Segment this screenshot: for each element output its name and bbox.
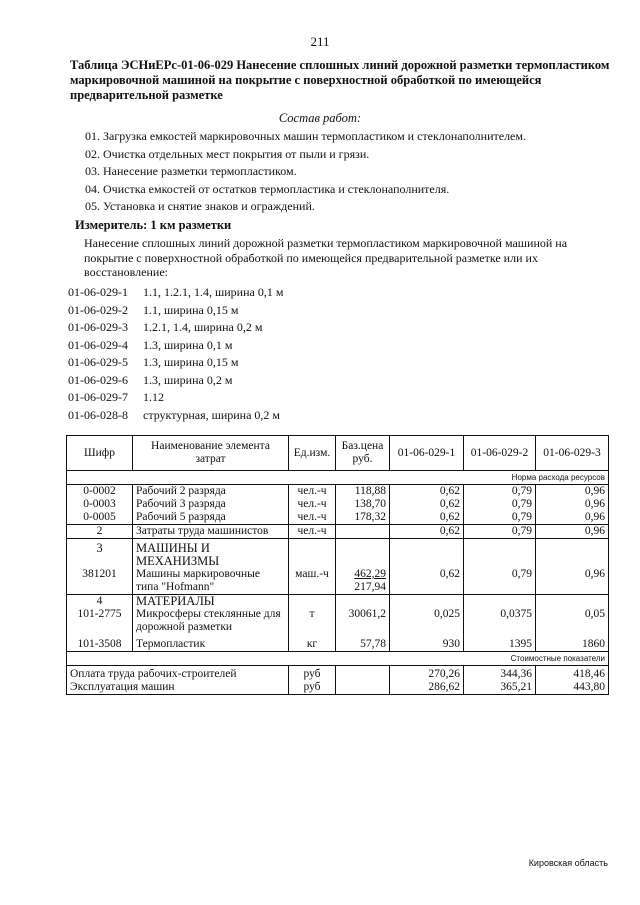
cell-v3: 0,96 xyxy=(536,485,609,499)
cell-v2: 0,0375 xyxy=(464,608,536,634)
variant-text: 1.3, ширина 0,1 м xyxy=(143,337,233,352)
cell-v2: 0,79 xyxy=(464,511,536,525)
variant-code: 01-06-029-4 xyxy=(68,337,128,352)
work-item: 05. Установка и снятие знаков и ограждений. xyxy=(85,199,315,213)
composition-heading: Состав работ: xyxy=(278,111,362,125)
table-row xyxy=(67,498,609,511)
cell-v3: 0,96 xyxy=(536,498,609,511)
variant-text: 1.1, 1.2.1, 1.4, ширина 0,1 м xyxy=(143,285,284,299)
variant-row xyxy=(68,372,468,390)
variant-text: 1.2.1, 1.4, ширина 0,2 м xyxy=(143,320,263,334)
header-unit: Ед.изм. xyxy=(289,436,336,471)
cell-price: 138,70 xyxy=(336,498,390,511)
cell-name: Рабочий 2 разряда xyxy=(133,485,289,499)
cell-unit: чел.-ч xyxy=(289,511,336,525)
cell-price: 178,32 xyxy=(336,511,390,525)
cell-v2: 0,79 xyxy=(464,498,536,511)
cell-v3: 0,96 xyxy=(536,568,609,595)
cell-unit: маш.-ч xyxy=(289,568,336,595)
variant-row xyxy=(68,389,468,407)
cell-price xyxy=(336,568,390,595)
cell-name: Микросферы стеклянные для дорожной разметки xyxy=(133,608,289,634)
work-item: 01. Загрузка емкостей маркировочных машин термопластиком и стеклонаполнителем. xyxy=(85,129,526,143)
cell-empty xyxy=(336,666,390,682)
cell-v1: 0,62 xyxy=(390,485,464,499)
cell-v3: 418,46 xyxy=(536,666,609,682)
cell-empty xyxy=(464,595,536,609)
cell-empty xyxy=(536,595,609,609)
table-row xyxy=(67,608,609,634)
cell-v1: 270,26 xyxy=(390,666,464,682)
cell-code: 101-3508 xyxy=(67,634,133,652)
cell-v2: 0,79 xyxy=(464,485,536,499)
variants-list xyxy=(68,284,468,424)
cell-empty xyxy=(336,681,390,695)
variant-code: 01-06-029-7 xyxy=(68,390,128,404)
cell-name: Рабочий 5 разряда xyxy=(133,511,289,525)
variant-row xyxy=(68,284,468,302)
work-item: 03. Нанесение разметки термопластиком. xyxy=(85,164,297,178)
cell-v2: 344,36 xyxy=(464,666,536,682)
cell-code: 0-0002 xyxy=(67,485,133,499)
cell-price xyxy=(336,525,390,539)
header-col3: 01-06-029-3 xyxy=(536,436,609,471)
cell-code: 4 xyxy=(67,595,133,609)
header-name: Наименование элемента затрат xyxy=(133,436,289,471)
norm-subheader xyxy=(67,471,609,485)
cell-name: Термопластик xyxy=(133,634,289,652)
variant-row xyxy=(68,354,468,372)
cell-name: Затраты труда машинистов xyxy=(133,525,289,539)
variant-row xyxy=(68,337,468,355)
work-item: 04. Очистка емкостей от остатков термопластика и стеклонаполнителя. xyxy=(85,181,450,196)
header-col1: 01-06-029-1 xyxy=(390,436,464,471)
cell-empty xyxy=(390,595,464,609)
variant-code: 01-06-029-1 xyxy=(68,285,128,299)
cell-v2: 0,79 xyxy=(464,568,536,595)
variant-code: 01-06-029-3 xyxy=(68,320,128,334)
cell-empty xyxy=(336,539,390,569)
norm-label: Норма расхода ресурсов xyxy=(67,471,609,485)
cell-v1: 0,62 xyxy=(390,525,464,539)
cell-v3: 0,05 xyxy=(536,608,609,634)
region-footer: Кировская область xyxy=(528,858,608,868)
variant-row xyxy=(68,302,468,320)
variant-row xyxy=(68,407,468,425)
variant-text: структурная, ширина 0,2 м xyxy=(143,407,281,422)
cell-empty xyxy=(464,539,536,569)
cell-v3: 0,96 xyxy=(536,511,609,525)
table-title: Таблица ЭСНиЕРс-01-06-029 Нанесение сплошных линий дорожной разметки термопластиком маркировочной машиной на покрытие с поверхностной обработкой по имеющейся предварительной разметке xyxy=(70,58,610,102)
page-number: 211 xyxy=(310,34,330,49)
section-row xyxy=(67,539,609,569)
table-header-row xyxy=(67,436,609,471)
variant-code: 01-06-028-8 xyxy=(68,407,128,422)
cell-v3: 1860 xyxy=(536,634,609,652)
cell-v3: 0,96 xyxy=(536,525,609,539)
cell-v1: 286,62 xyxy=(390,681,464,695)
cell-v1: 0,62 xyxy=(390,511,464,525)
total-name: Оплата труда рабочих-строителей xyxy=(67,666,289,682)
cell-empty xyxy=(289,595,336,609)
cell-empty xyxy=(536,539,609,569)
cell-empty xyxy=(289,539,336,569)
cell-code: 381201 xyxy=(67,568,133,595)
variant-code: 01-06-029-6 xyxy=(68,372,128,387)
cell-v2: 1395 xyxy=(464,634,536,652)
cell-code: 2 xyxy=(67,525,133,539)
cell-name: Рабочий 3 разряда xyxy=(133,498,289,511)
table-row xyxy=(67,568,609,595)
section-row xyxy=(67,595,609,609)
cell-v1: 0,62 xyxy=(390,568,464,595)
cell-empty xyxy=(336,595,390,609)
cell-price: 118,88 xyxy=(336,485,390,499)
section-title: МАТЕРИАЛЫ xyxy=(133,595,289,609)
cell-v1: 0,025 xyxy=(390,608,464,634)
cell-v2: 0,79 xyxy=(464,525,536,539)
price-secondary: 217,94 xyxy=(354,581,386,593)
header-code: Шифр xyxy=(67,436,133,471)
price-primary: 462,29 xyxy=(354,568,386,580)
variant-text: 1.3, ширина 0,2 м xyxy=(143,372,233,387)
variant-code: 01-06-029-2 xyxy=(68,302,128,317)
cell-unit: чел.-ч xyxy=(289,485,336,499)
cell-v1: 930 xyxy=(390,634,464,652)
variant-row xyxy=(68,319,468,337)
variant-code: 01-06-029-5 xyxy=(68,355,128,369)
total-row xyxy=(67,681,609,695)
works-list xyxy=(85,128,615,216)
total-row xyxy=(67,666,609,682)
cell-v1: 0,62 xyxy=(390,498,464,511)
cost-subheader xyxy=(67,652,609,666)
variant-text: 1.3, ширина 0,15 м xyxy=(143,355,239,369)
section-title: МАШИНЫ И МЕХАНИЗМЫ xyxy=(133,539,289,569)
cell-price: 57,78 xyxy=(336,634,390,652)
cell-name: Машины маркировочные типа "Hofmann" xyxy=(133,568,289,595)
cell-code: 0-0005 xyxy=(67,511,133,525)
total-name: Эксплуатация машин xyxy=(67,681,289,695)
table-row xyxy=(67,511,609,525)
cell-price: 30061,2 xyxy=(336,608,390,634)
cell-unit: кг xyxy=(289,634,336,652)
cell-code: 3 xyxy=(67,539,133,569)
variant-text: 1.1, ширина 0,15 м xyxy=(143,302,239,317)
work-item: 02. Очистка отдельных мест покрытия от пыли и грязи. xyxy=(85,146,370,161)
cell-code: 101-2775 xyxy=(67,608,133,634)
cell-code: 0-0003 xyxy=(67,498,133,511)
cost-label: Стоимостные показатели xyxy=(67,652,609,666)
cell-unit: чел.-ч xyxy=(289,498,336,511)
table-row xyxy=(67,485,609,499)
variant-text: 1.12 xyxy=(143,390,164,404)
cell-unit: т xyxy=(289,608,336,634)
cell-unit: чел.-ч xyxy=(289,525,336,539)
cell-v3: 443,80 xyxy=(536,681,609,695)
header-base-price: Баз.цена руб. xyxy=(336,436,390,471)
cell-empty xyxy=(390,539,464,569)
cell-v2: 365,21 xyxy=(464,681,536,695)
description: Нанесение сплошных линий дорожной разметки термопластиком маркировочной машиной на покрытие с поверхностной обработкой по имеющейся предварительной разметке или их восстановление: xyxy=(84,236,568,279)
header-col2: 01-06-029-2 xyxy=(464,436,536,471)
table-row xyxy=(67,634,609,652)
measure-unit: Измеритель: 1 км разметки xyxy=(75,218,232,232)
cell-unit: руб xyxy=(289,666,336,682)
resources-table xyxy=(66,435,609,695)
table-row xyxy=(67,525,609,539)
cell-unit: руб xyxy=(289,681,336,695)
